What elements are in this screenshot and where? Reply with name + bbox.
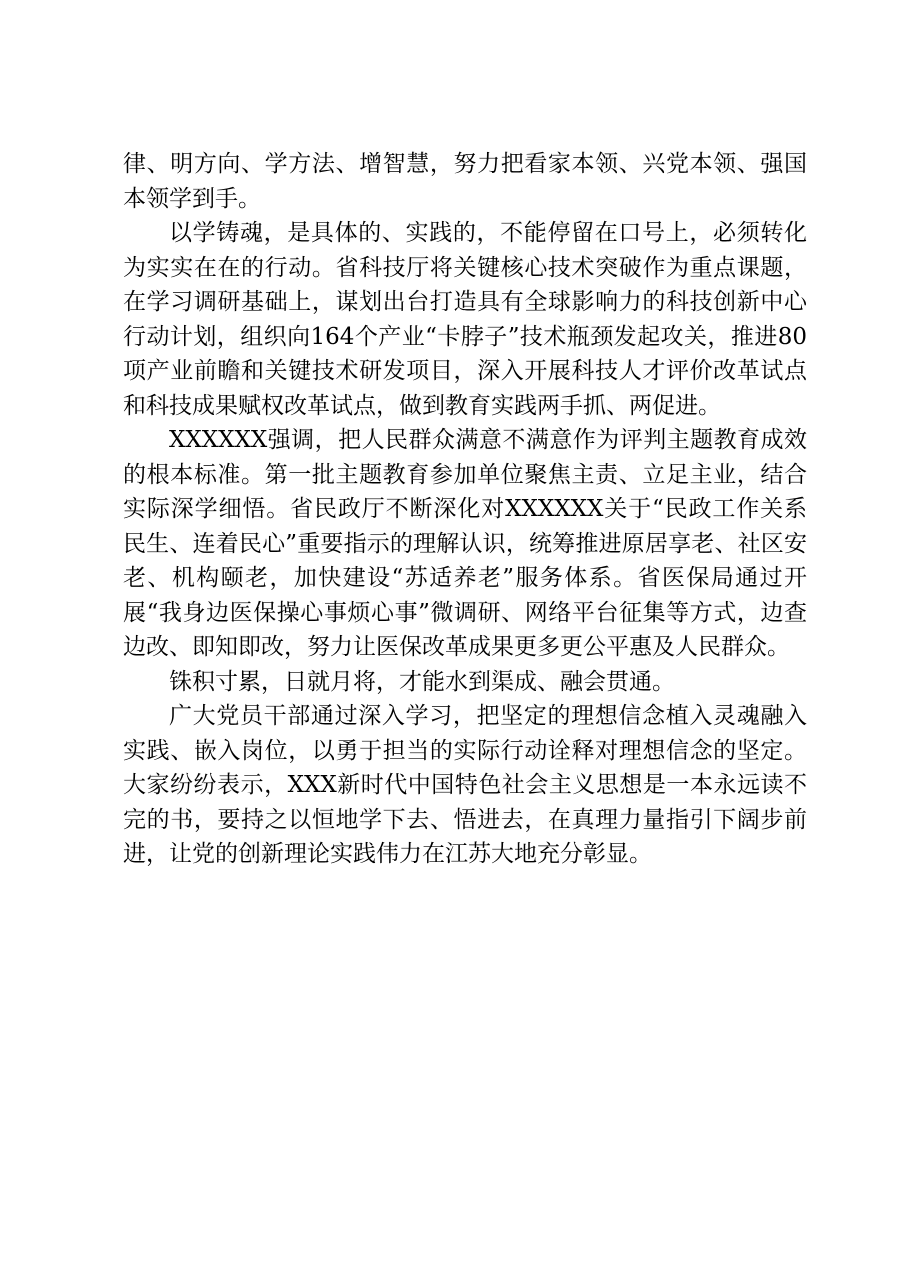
document-body [123, 147, 807, 872]
paragraph-3: XXXXXX强调，把人民群众满意不满意作为评判主题教育成效的根本标准。第一批主题教育参加单位聚焦主责、立足主业，结合实际深学细悟。省民政厅不断深化对XXXXXX关于“民政工作关系民生、连着民心”重要指示的理解认识，统筹推进原居享老、社区安老、机构颐老，加快建设“苏适养老”服务体系。省医保局通过开展“我身边医保操心事烦心事”微调研、网络平台征集等方式，边查边改、即知即改，努力让医保改革成果更多更公平惠及人民群众。 [123, 427, 807, 660]
paragraph-4: 铢积寸累，日就月将，才能水到渠成、融会贯通。 [169, 668, 675, 695]
paragraph-5: 广大党员干部通过深入学习，把坚定的理想信念植入灵魂融入实践、嵌入岗位，以勇于担当的实际行动诠释对理想信念的坚定。大家纷纷表示，XXX新时代中国特色社会主义思想是一本永远读不完的书，要持之以恒地学下去、悟进去，在真理力量指引下阔步前进，让党的创新理论实践伟力在江苏大地充分彰显。 [123, 703, 807, 867]
paragraph-1: 律、明方向、学方法、增智慧，努力把看家本领、兴党本领、强国本领学到手。 [123, 151, 807, 212]
paragraph-2: 以学铸魂，是具体的、实践的，不能停留在口号上，必须转化为实实在在的行动。省科技厅将关键核心技术突破作为重点课题，在学习调研基础上，谋划出台打造具有全球影响力的科技创新中心行动计划，组织向164个产业“卡脖子”技术瓶颈发起攻关，推进80项产业前瞻和关键技术研发项目，深入开展科技人才评价改革试点和科技成果赋权改革试点，做到教育实践两手抓、两促进。 [123, 220, 807, 419]
